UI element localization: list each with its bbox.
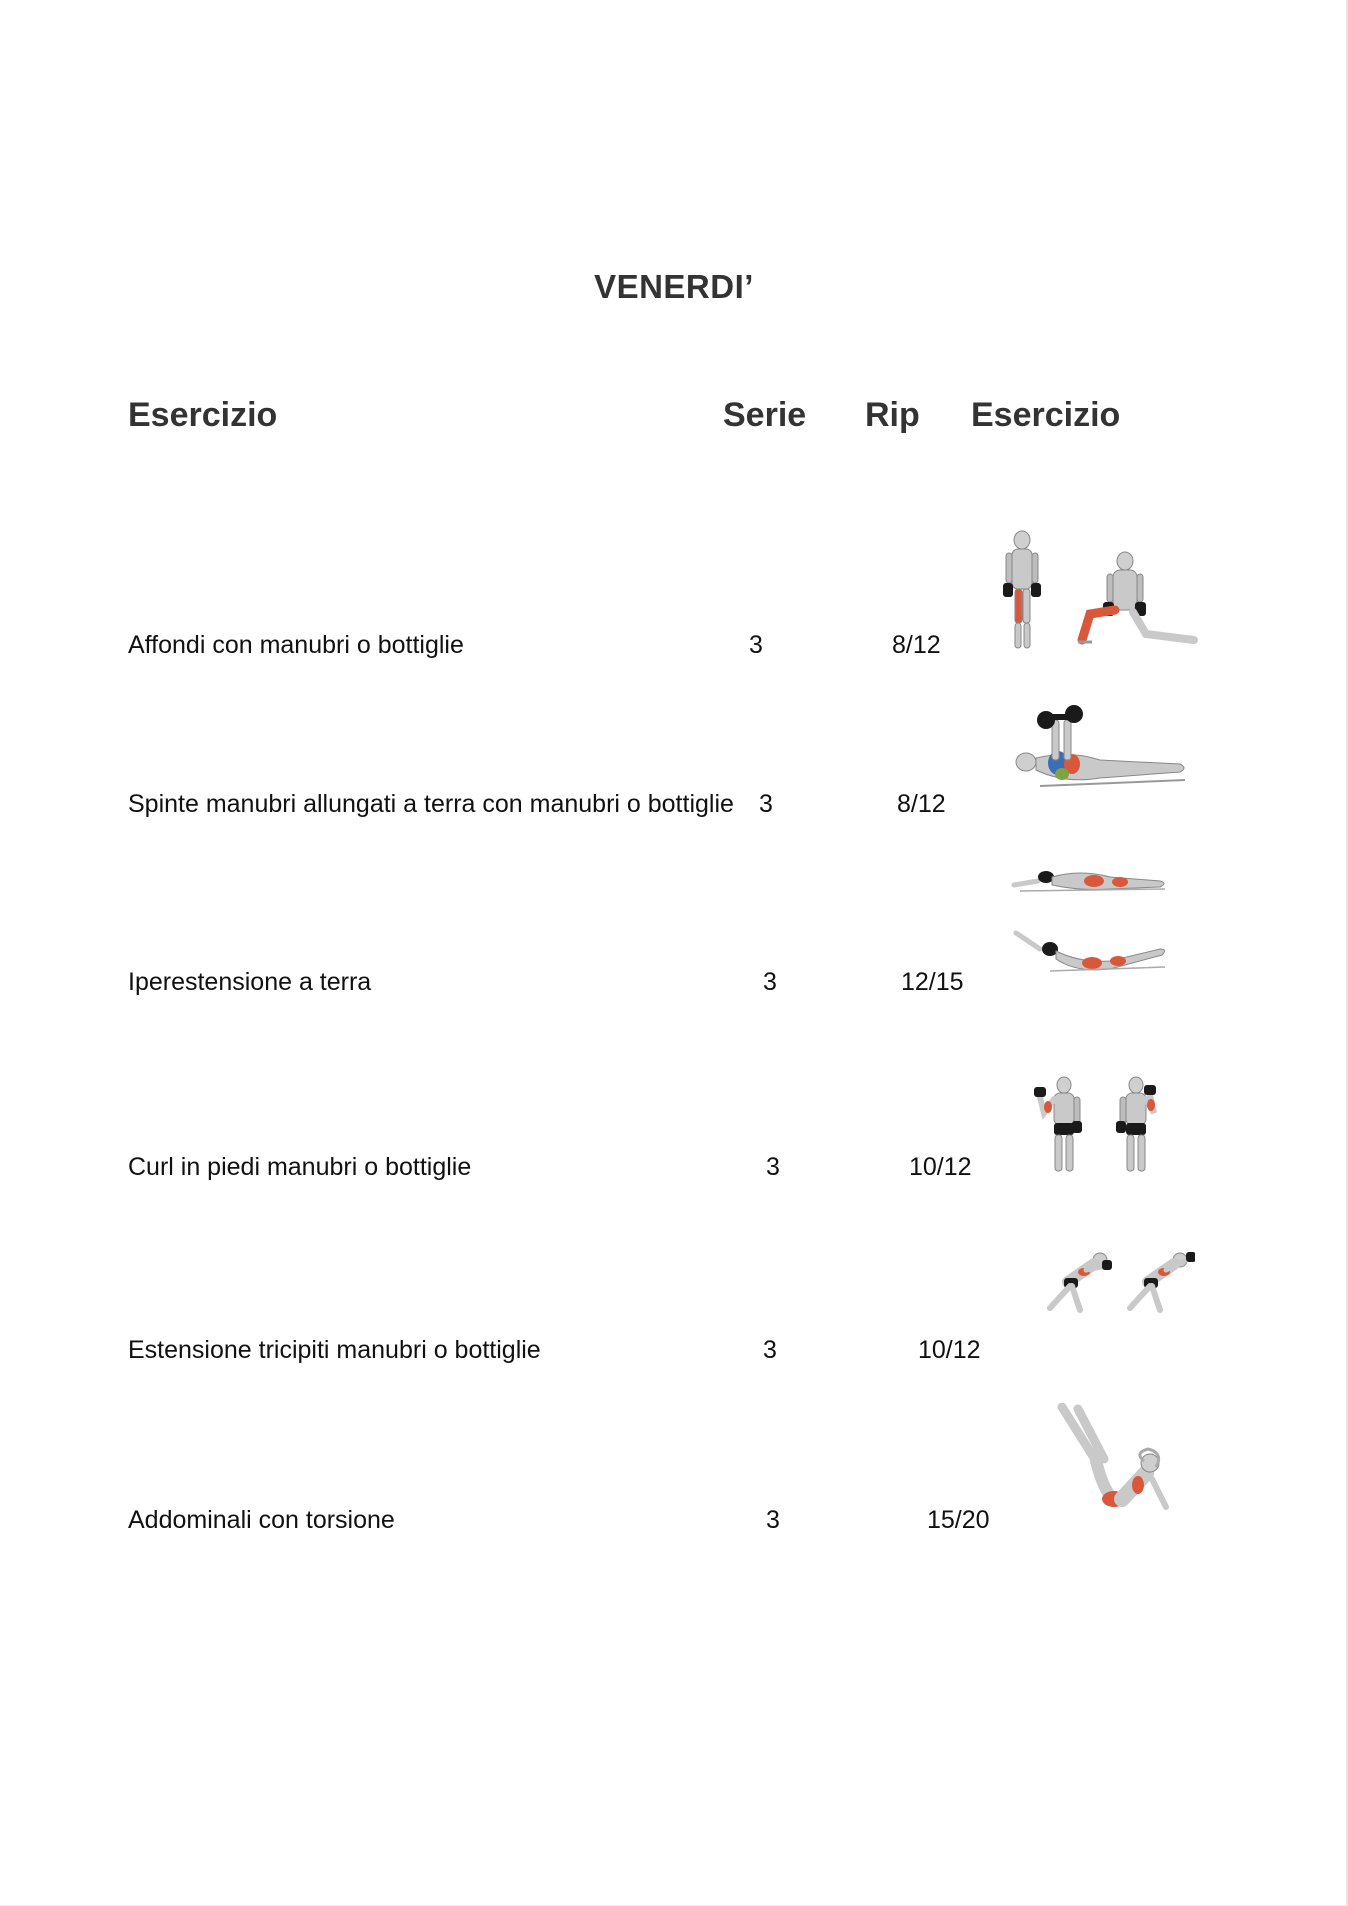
exercise-reps: 10/12 [909,1153,972,1181]
floor-hyperextension-icon [1010,855,1175,975]
twisting-crunch-icon [1048,1403,1173,1518]
exercise-name: Iperestensione a terra [128,968,372,996]
exercise-reps: 10/12 [918,1336,981,1364]
standing-dumbbell-curl-icon [1032,1075,1177,1175]
exercise-name: Curl in piedi manubri o bottiglie [128,1153,472,1181]
exercise-reps: 12/15 [901,968,964,996]
exercise-name: Spinte manubri allungati a terra con manubri o bottiglie [128,790,734,818]
exercise-sets: 3 [749,631,763,659]
header-illustration: Esercizio [971,396,1121,434]
page-title: VENERDI’ [594,268,754,305]
exercise-sets: 3 [766,1153,780,1181]
floor-dumbbell-press-icon [1010,700,1195,795]
header-sets: Serie [723,396,807,434]
exercise-name: Estensione tricipiti manubri o bottiglie [128,1336,541,1364]
exercise-reps: 15/20 [927,1506,990,1534]
header-reps: Rip [865,396,920,434]
lunge-with-dumbbells-icon [998,528,1203,653]
exercise-reps: 8/12 [897,790,946,818]
exercise-reps: 8/12 [892,631,941,659]
exercise-name: Affondi con manubri o bottiglie [128,631,464,659]
exercise-sets: 3 [766,1506,780,1534]
header-exercise: Esercizio [128,396,278,434]
exercise-sets: 3 [759,790,773,818]
triceps-kickback-icon [1040,1250,1195,1316]
exercise-sets: 3 [763,1336,777,1364]
exercise-sets: 3 [763,968,777,996]
exercise-name: Addominali con torsione [128,1506,395,1534]
